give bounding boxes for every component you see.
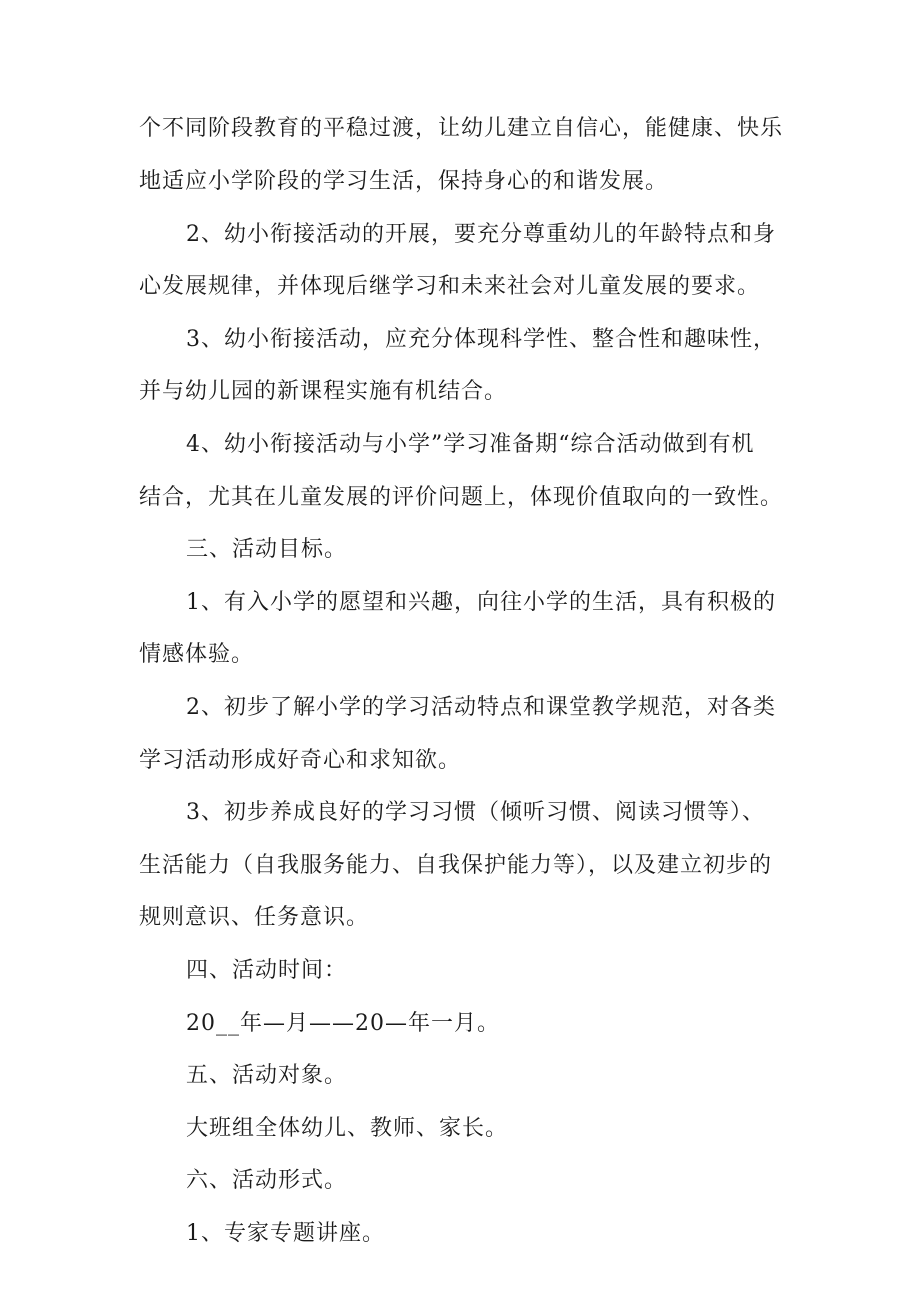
- section-heading: 六、活动形式。: [186, 1168, 348, 1193]
- paragraph-line: 心发展规律，并体现后继学习和未来社会对儿童发展的要求。: [139, 274, 761, 299]
- paragraph-line: 20__年—月——20—年一月。: [186, 1011, 500, 1036]
- paragraph-line: 大班组全体幼儿、教师、家长。: [186, 1116, 509, 1141]
- paragraph-line: 并与幼儿园的新课程实施有机结合。: [139, 379, 508, 404]
- paragraph-line: 情感体验。: [139, 642, 255, 667]
- paragraph-line: 3、幼小衔接活动，应充分体现科学性、整合性和趣味性，: [186, 327, 776, 352]
- paragraph-line: 3、初步养成良好的学习习惯（倾听习惯、阅读习惯等）、: [186, 800, 765, 825]
- paragraph-line: 个不同阶段教育的平稳过渡，让幼儿建立自信心，能健康、快乐: [139, 116, 784, 141]
- paragraph-line: 生活能力（自我服务能力、自我保护能力等），以及建立初步的: [139, 853, 773, 878]
- section-heading: 四、活动时间：: [186, 958, 348, 983]
- paragraph-line: 2、幼小衔接活动的开展，要充分尊重幼儿的年龄特点和身: [186, 222, 776, 247]
- paragraph-line: 学习活动形成好奇心和求知欲。: [139, 748, 462, 773]
- paragraph-line: 4、幼小衔接活动与小学”学习准备期“综合活动做到有机: [186, 432, 755, 457]
- paragraph-line: 地适应小学阶段的学习生活，保持身心的和谐发展。: [139, 169, 669, 194]
- paragraph-line: 结合，尤其在儿童发展的评价问题上，体现价值取向的一致性。: [139, 485, 784, 510]
- paragraph-line: 规则意识、任务意识。: [139, 905, 370, 930]
- paragraph-line: 1、专家专题讲座。: [186, 1221, 385, 1246]
- paragraph-line: 1、有入小学的愿望和兴趣，向往小学的生活，具有积极的: [186, 590, 776, 615]
- paragraph-line: 2、初步了解小学的学习活动特点和课堂教学规范，对各类: [186, 695, 776, 720]
- section-heading: 五、活动对象。: [186, 1063, 348, 1088]
- section-heading: 三、活动目标。: [186, 537, 348, 562]
